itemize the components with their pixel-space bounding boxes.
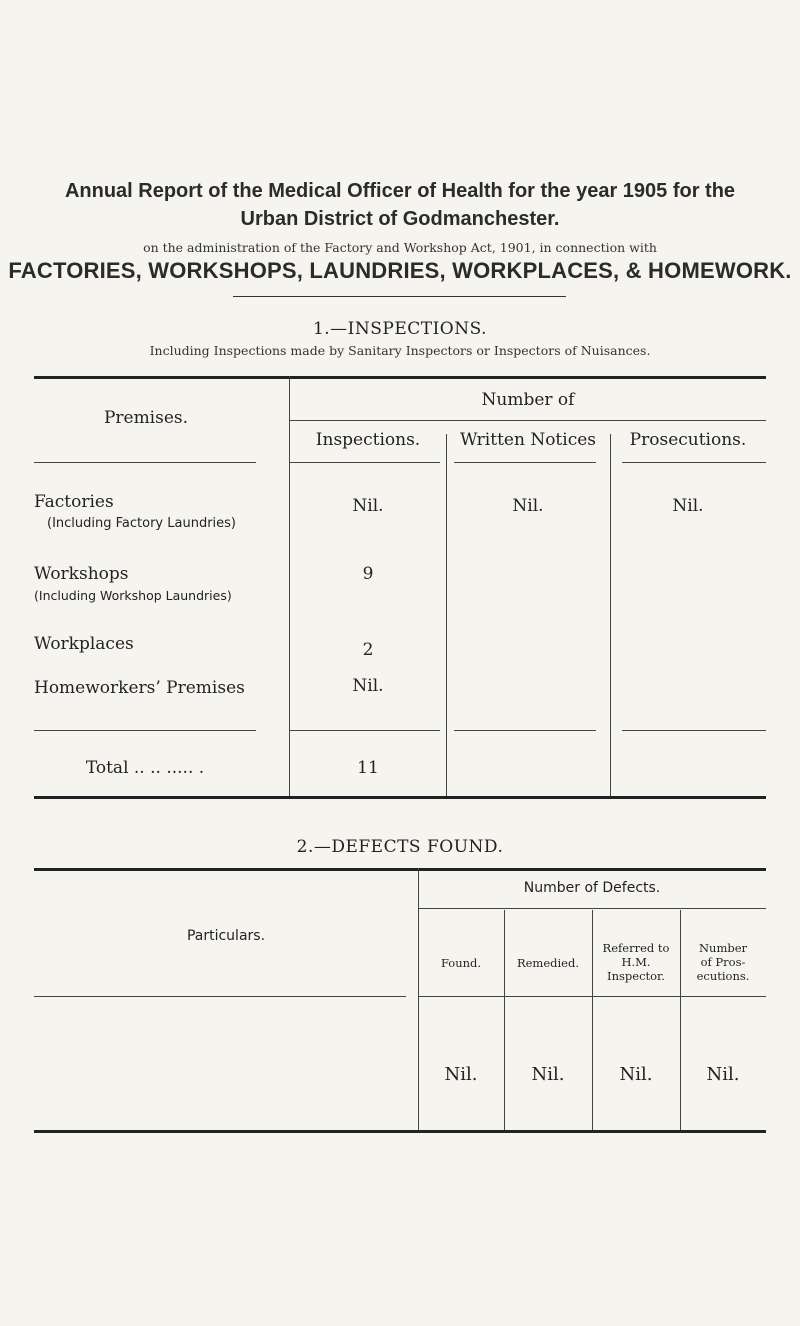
col-referred-line1: Referred to (602, 941, 670, 955)
row-factories-inspections: Nil. (352, 496, 384, 516)
rule (680, 910, 681, 1130)
defects-prosecutions-value: Nil. (706, 1064, 740, 1085)
col-premises: Premises. (103, 408, 189, 428)
col-prosecutions: Prosecutions. (629, 430, 747, 450)
row-factories-sublabel: (Including Factory Laundries) (47, 516, 236, 531)
defects-bottom-rule (34, 1130, 766, 1133)
col-referred-line2: H.M. (621, 955, 651, 969)
rule (504, 910, 505, 1130)
col-referred-line3: Inspector. (607, 969, 665, 983)
col-def-prosecutions-line1: Number (698, 941, 748, 955)
inspections-subheading: Including Inspections made by Sanitary Inspectors or Inspectors of Nuisances. (149, 343, 651, 358)
rule (454, 730, 596, 731)
table-top-rule (34, 376, 766, 379)
rule (610, 434, 611, 796)
report-title-line1: Annual Report of the Medical Officer of Health for the year 1905 for the (64, 180, 736, 202)
rule (34, 996, 406, 997)
rule (289, 376, 290, 796)
col-number-of-defects: Number of Defects. (523, 880, 661, 896)
rule (418, 868, 419, 1130)
total-label: Total .. .. ..... . (85, 758, 205, 778)
row-homeworkers-inspections: Nil. (352, 676, 384, 696)
report-subtitle: on the administration of the Factory and Workshop Act, 1901, in connection with (143, 240, 657, 255)
row-workshops-sublabel: (Including Workshop Laundries) (34, 588, 232, 603)
col-def-prosecutions (680, 941, 766, 983)
col-found: Found. (440, 956, 482, 970)
row-workshops-label: Workshops (34, 564, 129, 584)
rule (446, 434, 447, 796)
defects-referred-value: Nil. (619, 1064, 653, 1085)
rule (592, 910, 593, 1130)
row-factories-prosecutions: Nil. (672, 496, 704, 516)
inspections-heading: 1.—INSPECTIONS. (312, 319, 488, 339)
defects-remedied-value: Nil. (531, 1064, 565, 1085)
col-number-of: Number of (481, 390, 575, 410)
row-factories-notices: Nil. (512, 496, 544, 516)
col-def-prosecutions-line2: of Pros- (700, 955, 746, 969)
defects-found-value: Nil. (444, 1064, 478, 1085)
row-workplaces-inspections: 2 (362, 640, 374, 660)
rule (622, 462, 766, 463)
col-particulars: Particulars. (186, 928, 266, 944)
row-workshops-inspections: 9 (362, 564, 374, 584)
row-workplaces-label: Workplaces (34, 634, 134, 654)
report-caps-line: FACTORIES, WORKSHOPS, LAUNDRIES, WORKPLACES, & HOMEWORK. (8, 258, 792, 283)
col-written-notices: Written Notices (459, 430, 597, 450)
col-def-prosecutions-line3: ecutions. (696, 969, 750, 983)
table-bottom-rule (34, 796, 766, 799)
col-inspections: Inspections. (315, 430, 421, 450)
rule (290, 730, 440, 731)
rule (454, 462, 596, 463)
header-divider (233, 296, 566, 297)
defects-heading: 2.—DEFECTS FOUND. (296, 837, 504, 857)
total-inspections: 11 (357, 758, 379, 778)
row-homeworkers-label: Homeworkers’ Premises (34, 678, 245, 698)
rule (290, 462, 440, 463)
col-remedied: Remedied. (516, 956, 580, 970)
rule (418, 908, 766, 909)
rule (34, 730, 256, 731)
col-referred (592, 941, 680, 983)
rule (34, 462, 256, 463)
rule (290, 420, 766, 421)
row-factories-label: Factories (34, 492, 114, 512)
report-title-line2: Urban District of Godmanchester. (240, 208, 560, 230)
rule (622, 730, 766, 731)
defects-top-rule (34, 868, 766, 871)
